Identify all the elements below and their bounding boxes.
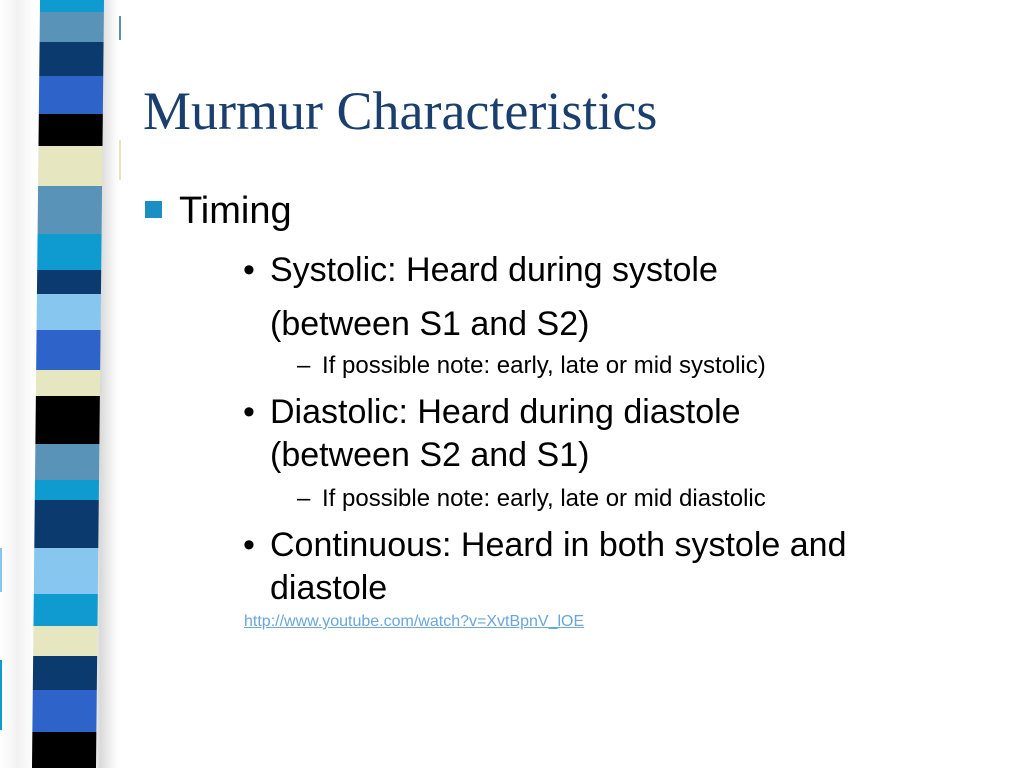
bullet-dot-icon: • <box>243 526 255 564</box>
item-diastolic-line-2: (between S2 and S1) <box>270 436 590 474</box>
bullet-timing-label: Timing <box>179 190 292 232</box>
item-continuous <box>243 524 1003 567</box>
sub-diastolic-text: If possible note: early, late or mid diastolic <box>322 485 766 512</box>
bullet-dot-icon: • <box>243 251 255 289</box>
item-continuous-line-2: diastole <box>270 569 388 607</box>
item-systolic-line-2: (between S1 and S2) <box>270 305 590 343</box>
item-continuous-cont <box>243 567 1003 610</box>
bullet-timing <box>145 190 292 233</box>
item-systolic-cont <box>243 303 1003 346</box>
item-diastolic-line-1: Diastolic: Heard during diastole <box>270 393 741 431</box>
item-continuous-line-1: Continuous: Heard in both systole and <box>270 526 847 564</box>
slide-title: Murmur Characteristics <box>143 81 658 141</box>
youtube-link[interactable]: http://www.youtube.com/watch?v=XvtBpnV_lOE <box>244 613 585 630</box>
item-systolic-line-1: Systolic: Heard during systole <box>270 251 718 289</box>
square-bullet-icon <box>145 201 162 218</box>
dash-bullet-icon: – <box>297 352 311 379</box>
bullet-dot-icon: • <box>243 393 255 431</box>
dash-bullet-icon: – <box>297 485 311 512</box>
sub-diastolic <box>297 485 766 513</box>
sub-systolic <box>297 352 766 380</box>
sub-systolic-text: If possible note: early, late or mid systolic) <box>322 352 766 379</box>
item-systolic <box>243 249 1003 292</box>
item-diastolic <box>243 391 1003 434</box>
item-diastolic-cont <box>243 434 1003 477</box>
